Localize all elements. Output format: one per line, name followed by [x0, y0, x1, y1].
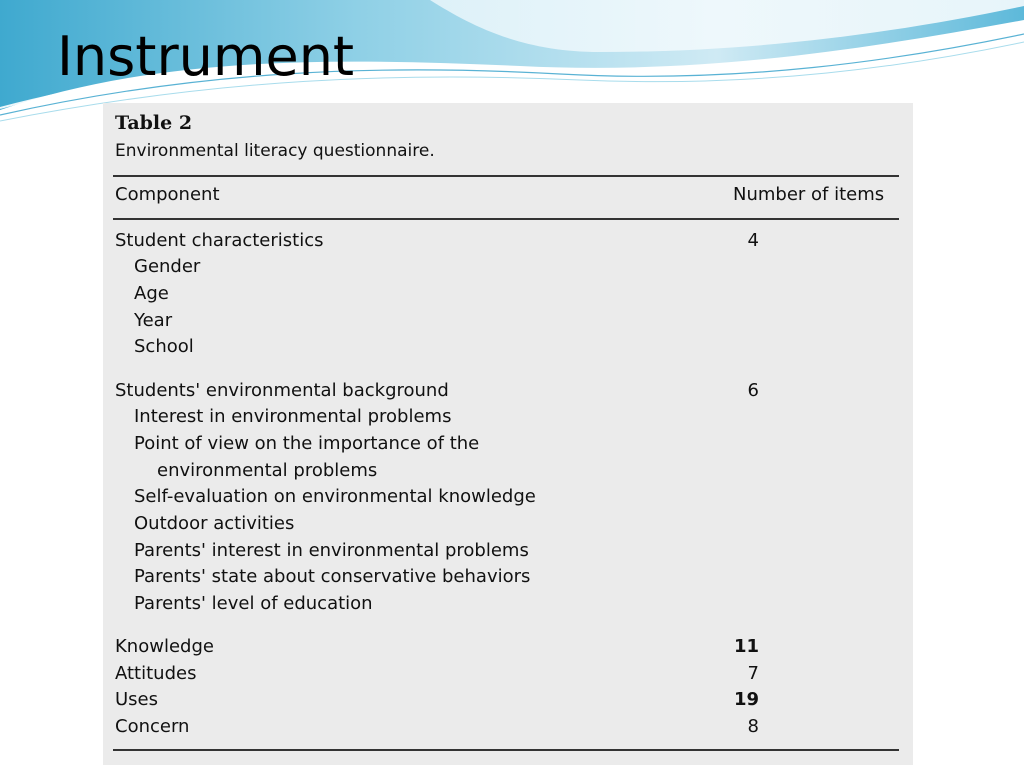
summary-count: 8 — [747, 716, 759, 737]
subitem: Parents' state about conservative behaviors — [134, 566, 531, 587]
table-caption: Environmental literacy questionnaire. — [115, 141, 435, 161]
subitem: Age — [134, 283, 169, 304]
summary-name: Attitudes — [115, 663, 197, 684]
subitem: Gender — [134, 256, 201, 277]
table-label: Table 2 — [115, 112, 193, 134]
header-component: Component — [115, 184, 220, 205]
summary-name: Uses — [115, 689, 159, 710]
subitem-continuation: environmental problems — [157, 460, 378, 481]
header-number-of-items: Number of items — [733, 184, 885, 205]
group-count: 4 — [747, 230, 759, 251]
table-bottom-rule — [113, 749, 899, 751]
summary-name: Concern — [115, 716, 190, 737]
summary-count: 7 — [747, 663, 759, 684]
subitem: Parents' level of education — [134, 593, 373, 614]
subitem: Parents' interest in environmental problems — [134, 540, 529, 561]
questionnaire-table — [103, 103, 913, 765]
subitem: Self-evaluation on environmental knowledge — [134, 486, 536, 507]
group-name: Students' environmental background — [115, 380, 449, 401]
slide-title: Instrument — [57, 25, 355, 88]
subitem: School — [134, 336, 194, 357]
summary-count: 19 — [733, 689, 759, 710]
subitem: Interest in environmental problems — [134, 406, 452, 427]
summary-name: Knowledge — [115, 636, 214, 657]
subitem: Point of view on the importance of the — [134, 433, 480, 454]
group-name: Student characteristics — [115, 230, 324, 251]
subitem: Year — [134, 310, 173, 331]
group-count: 6 — [747, 380, 759, 401]
summary-count: 11 — [733, 636, 759, 657]
table-header-rule — [113, 218, 899, 220]
table-top-rule — [113, 175, 899, 177]
subitem: Outdoor activities — [134, 513, 295, 534]
